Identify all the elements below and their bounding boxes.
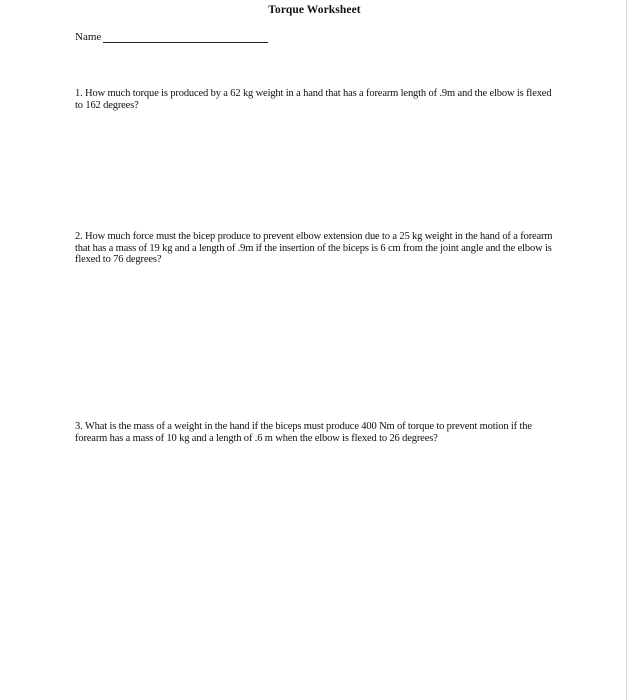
name-label: Name <box>75 31 102 43</box>
question-3: 3. What is the mass of a weight in the hand if the biceps must produce 400 Nm of torque to prevent motion if the forearm has a mass of 10 kg and a length of .6 m when the elbow is flexed to 26 degrees? <box>75 421 532 444</box>
page-title: Torque Worksheet <box>268 4 361 16</box>
name-field-row <box>75 31 268 43</box>
name-blank-line <box>103 31 268 43</box>
question-2: 2. How much force must the bicep produce to prevent elbow extension due to a 25 kg weight in the hand of a forearm that has a mass of 19 kg and a length of .9m if the insertion of the biceps is 6 cm from the joint angle and the elbow is flexed to 76 degrees? <box>75 231 553 265</box>
question-1: 1. How much torque is produced by a 62 kg weight in a hand that has a forearm length of .9m and the elbow is flexed to 162 degrees? <box>75 88 552 111</box>
